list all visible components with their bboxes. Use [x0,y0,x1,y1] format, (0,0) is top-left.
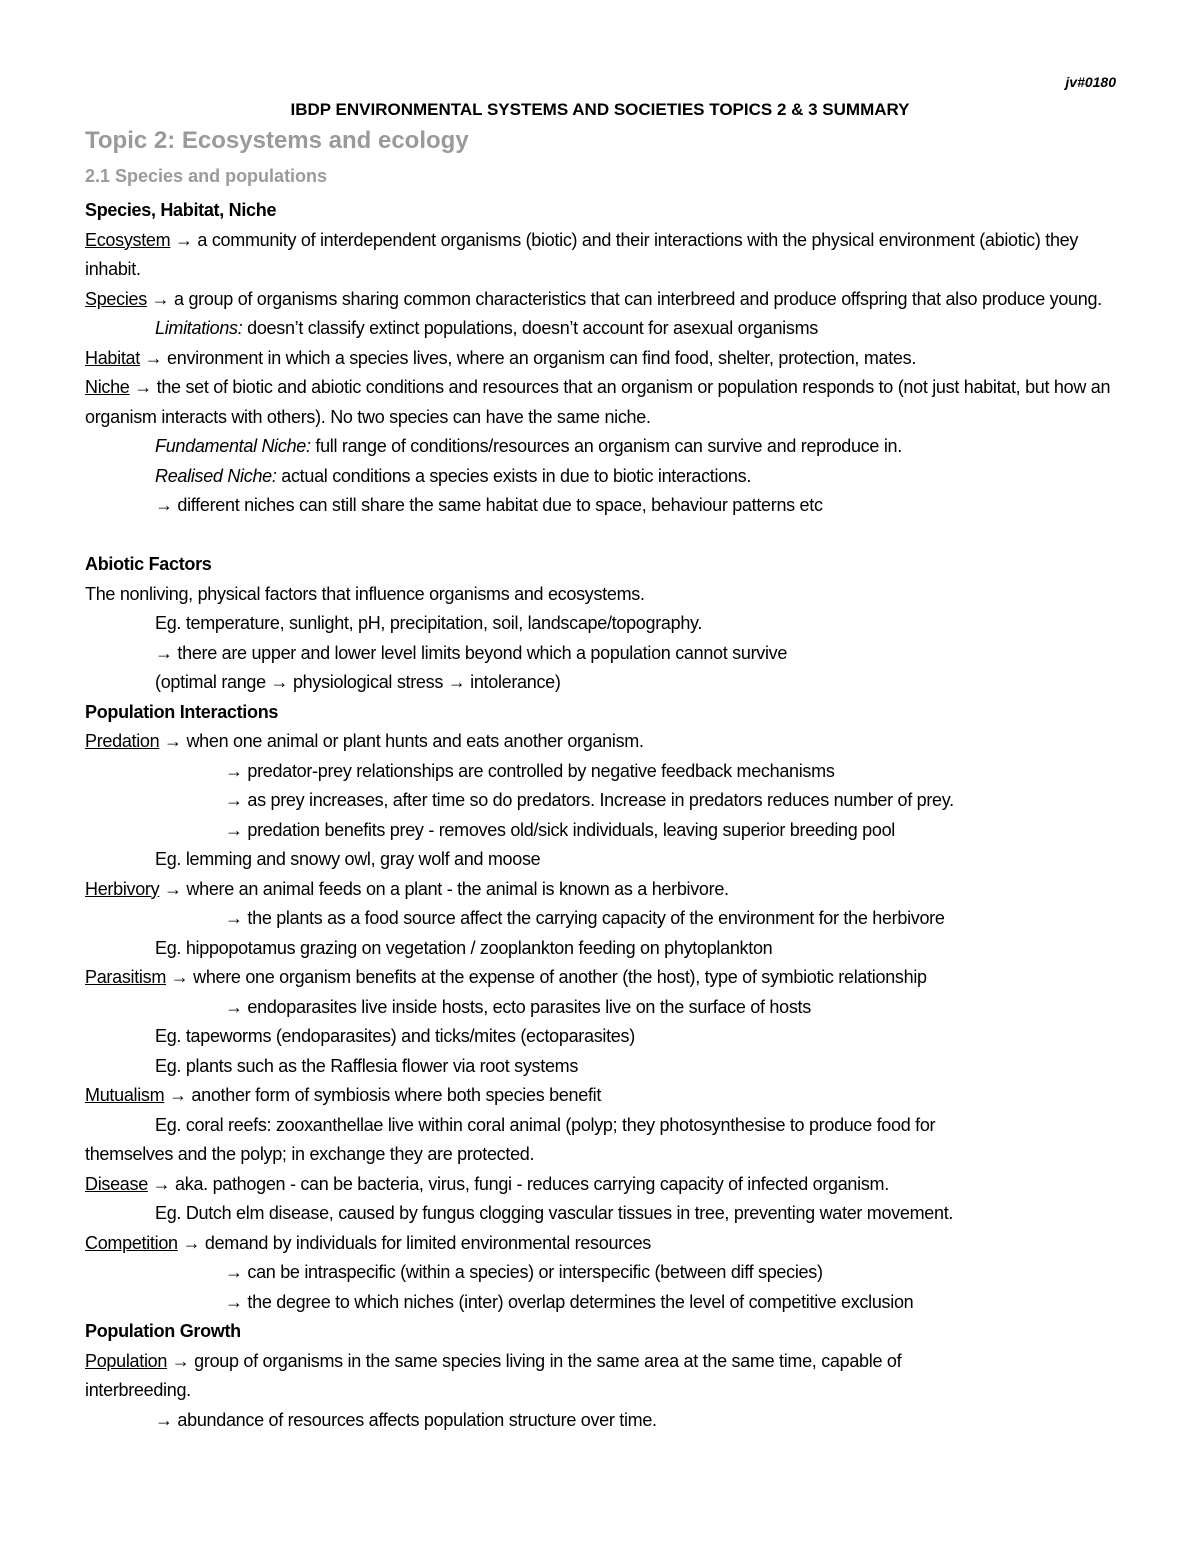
competition-note: → the degree to which niches (inter) overlap determines the level of competitive exclusion [225,1291,914,1312]
definition-mutualism [85,1081,1125,1111]
definition-ecosystem [85,226,1125,285]
definition-text: → where one organism benefits at the expense of another (the host), type of symbiotic relationship [166,967,927,987]
limitations-label: Limitations: [155,318,243,338]
realised-niche-note [85,462,1125,492]
predation-note: → predator-prey relationships are controlled by negative feedback mechanisms [225,760,835,781]
definition-niche [85,373,1125,432]
term-parasitism: Parasitism [85,967,167,987]
subheading-species-habitat-niche: Species, Habitat, Niche [85,200,277,220]
document-title: IBDP ENVIRONMENTAL SYSTEMS AND SOCIETIES TOPICS 2 & 3 SUMMARY [290,100,910,119]
parasitism-note: → endoparasites live inside hosts, ecto parasites live on the surface of hosts [225,996,811,1017]
fundamental-niche-note [85,432,1125,462]
term-niche: Niche [85,377,130,397]
predation-note: → predation benefits prey - removes old/sick individuals, leaving superior breeding pool [225,819,895,840]
definition-population [85,1347,1125,1377]
niche-note: → different niches can still share the same habitat due to space, behaviour patterns etc [155,495,823,515]
fundamental-niche-text: full range of conditions/resources an organism can survive and reproduce in. [310,436,902,456]
mutualism-example-cont: themselves and the polyp; in exchange they are protected. [85,1144,535,1164]
definition-text: → environment in which a species lives, where an organism can find food, shelter, protection, mates. [139,347,917,368]
predation-note: → as prey increases, after time so do predators. Increase in predators reduces number of prey. [225,790,954,810]
definition-herbivory [85,875,1125,905]
term-species: Species [85,288,147,309]
parasitism-example: Eg. tapeworms (endoparasites) and ticks/mites (ectoparasites) [155,1026,635,1046]
definition-competition [85,1229,1125,1259]
subheading-population-interactions: Population Interactions [85,701,279,722]
population-note: → abundance of resources affects population structure over time. [155,1409,657,1430]
herbivory-example: Eg. hippopotamus grazing on vegetation / zooplankton feeding on phytoplankton [155,937,773,958]
subheading-abiotic-factors: Abiotic Factors [85,554,212,574]
term-habitat: Habitat [85,347,140,368]
definition-text: → when one animal or plant hunts and eats another organism. [159,731,644,751]
definition-text: → group of organisms in the same species living in the same area at the same time, capable of [167,1350,902,1371]
term-ecosystem: Ecosystem [85,229,171,250]
definition-population-cont: interbreeding. [85,1380,191,1400]
term-herbivory: Herbivory [85,878,160,899]
definition-predation [85,727,1125,757]
definition-parasitism [85,963,1125,993]
definition-text: → where an animal feeds on a plant - the animal is known as a herbivore. [159,878,729,899]
limitations-note [85,314,1125,344]
limitations-text: doesn’t classify extinct populations, doesn’t account for asexual organisms [242,318,818,338]
term-predation: Predation [85,731,160,751]
definition-text: → a community of interdependent organisms (biotic) and their interactions with the physical environment (abiotic) they inhabit. [85,229,1079,279]
term-competition: Competition [85,1232,178,1253]
section-heading: 2.1 Species and populations [85,166,328,186]
abiotic-note: → there are upper and lower level limits beyond which a population cannot survive [155,642,788,663]
definition-text: → demand by individuals for limited environmental resources [177,1232,651,1253]
definition-text: → another form of symbiosis where both species benefit [164,1085,602,1105]
definition-species [85,285,1125,315]
definition-habitat [85,344,1125,374]
definition-text: → the set of biotic and abiotic conditions and resources that an organism or population responds to (not just habitat, but how an organism interacts with others). No two species can have the same niche. [85,377,1111,427]
document-id: jv#0180 [1065,74,1116,90]
definition-text: → a group of organisms sharing common characteristics that can interbreed and produce offspring that also produce young. [146,288,1102,309]
spacer [85,521,1125,551]
term-mutualism: Mutualism [85,1085,165,1105]
term-population: Population [85,1350,168,1371]
mutualism-example: Eg. coral reefs: zooxanthellae live within coral animal (polyp; they photosynthesise to produce food for [155,1114,936,1135]
parasitism-example: Eg. plants such as the Rafflesia flower via root systems [155,1055,579,1076]
fundamental-niche-label: Fundamental Niche: [155,436,311,456]
abiotic-example: Eg. temperature, sunlight, pH, precipitation, soil, landscape/topography. [155,613,703,633]
term-disease: Disease [85,1173,148,1194]
predation-example: Eg. lemming and snowy owl, gray wolf and moose [155,849,541,869]
realised-niche-label: Realised Niche: [155,465,277,486]
competition-note: → can be intraspecific (within a species) or interspecific (between diff species) [225,1262,823,1282]
abiotic-intro: The nonliving, physical factors that influence organisms and ecosystems. [85,583,645,604]
realised-niche-text: actual conditions a species exists in due to biotic interactions. [276,465,752,486]
definition-disease [85,1170,1125,1200]
abiotic-note: (optimal range → physiological stress → intolerance) [155,672,561,692]
definition-text: → aka. pathogen - can be bacteria, virus, fungi - reduces carrying capacity of infected organism. [147,1173,889,1194]
subheading-population-growth: Population Growth [85,1321,241,1341]
topic-heading: Topic 2: Ecosystems and ecology [85,127,469,154]
herbivory-note: → the plants as a food source affect the carrying capacity of the environment for the herbivore [225,908,945,928]
document-body [85,196,1125,1435]
disease-example: Eg. Dutch elm disease, caused by fungus clogging vascular tissues in tree, preventing water movement. [155,1203,954,1223]
